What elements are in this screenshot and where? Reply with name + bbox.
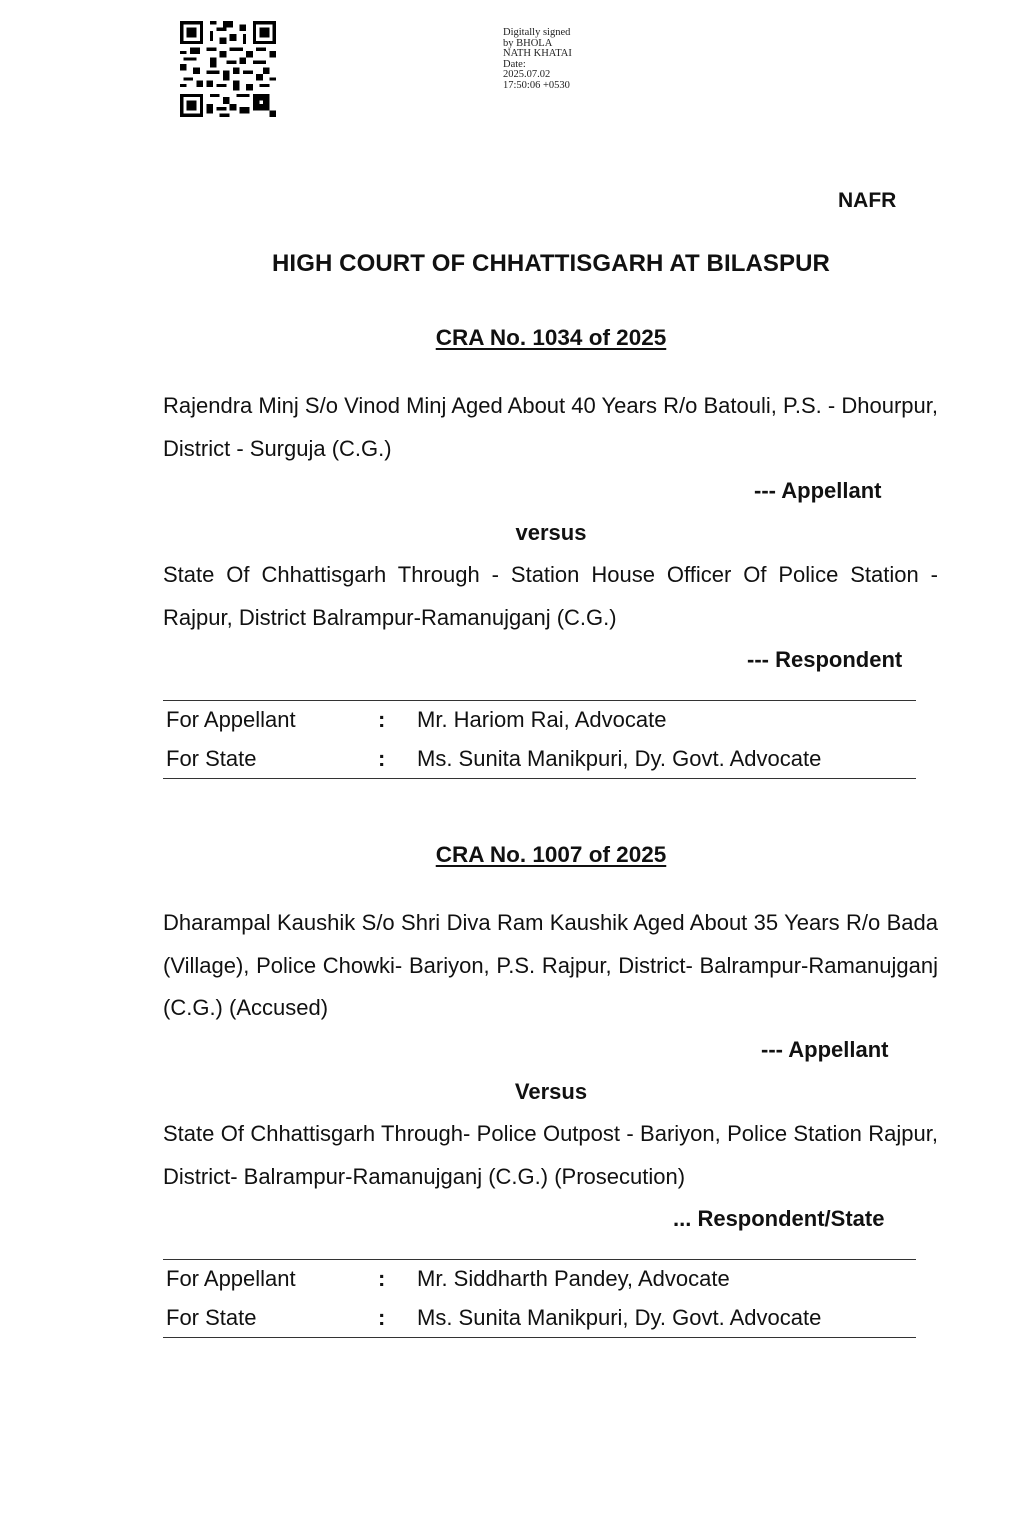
- signature-line: by BHOLA: [503, 37, 553, 49]
- counsel-name: Mr. Hariom Rai, Advocate: [417, 707, 667, 732]
- respondent-role: --- Respondent: [747, 647, 903, 672]
- signature-line: NATH KHATAI: [503, 48, 572, 59]
- counsel-label: For State: [166, 745, 257, 771]
- counsel-separator: :: [378, 1266, 386, 1291]
- counsel-separator: :: [378, 745, 386, 771]
- counsel-row: [163, 1260, 916, 1299]
- qr-code: [180, 21, 276, 117]
- versus-label: versus: [515, 520, 587, 545]
- counsel-row: [163, 740, 916, 779]
- counsel-row: [163, 701, 916, 740]
- appellant-details: Rajendra Minj S/o Vinod Minj Aged About 40 Years R/o Batouli, P.S. - Dhourpur, District - Surguja (C.G.): [163, 393, 938, 461]
- counsel-row: [163, 1299, 916, 1338]
- counsel-label: For Appellant: [166, 1266, 296, 1291]
- signature-line: Digitally signed: [503, 27, 571, 38]
- respondent-role: ... Respondent/State: [673, 1206, 885, 1231]
- versus-label: Versus: [514, 1079, 588, 1104]
- respondent-details: State Of Chhattisgarh Through - Station House Officer Of Police Station - Rajpur, District Balrampur-Ramanujganj (C.G.): [163, 562, 938, 630]
- court-title: HIGH COURT OF CHHATTISGARH AT BILASPUR: [272, 250, 830, 277]
- counsel-name: Ms. Sunita Manikpuri, Dy. Govt. Advocate: [417, 745, 822, 771]
- signature-line: 17:50:06 +0530: [503, 79, 570, 91]
- counsel-separator: :: [378, 1304, 386, 1330]
- signature-line: Date:: [503, 58, 526, 70]
- counsel-name: Ms. Sunita Manikpuri, Dy. Govt. Advocate: [417, 1304, 822, 1330]
- appellant-role: --- Appellant: [754, 478, 882, 503]
- counsel-label: For State: [166, 1304, 257, 1330]
- appellant-details: Dharampal Kaushik S/o Shri Diva Ram Kaushik Aged About 35 Years R/o Bada (Village), Police Chowki- Bariyon, P.S. Rajpur, District- Balrampur-Ramanujganj (C.G.) (Accused): [163, 910, 938, 1020]
- respondent-details: State Of Chhattisgarh Through- Police Outpost - Bariyon, Police Station Rajpur, District- Balrampur-Ramanujganj (C.G.) (Prosecution): [163, 1121, 938, 1189]
- nafr-label: NAFR: [838, 189, 897, 212]
- case-number: CRA No. 1034 of 2025: [435, 325, 667, 350]
- counsel-separator: :: [378, 707, 386, 732]
- appellant-role: --- Appellant: [761, 1037, 889, 1062]
- case-number: CRA No. 1007 of 2025: [435, 842, 667, 867]
- digital-signature: [503, 28, 623, 91]
- counsel-table: [163, 700, 916, 779]
- counsel-label: For Appellant: [166, 707, 296, 732]
- counsel-table: [163, 1259, 916, 1338]
- counsel-name: Mr. Siddharth Pandey, Advocate: [417, 1266, 730, 1291]
- signature-line: 2025.07.02: [503, 69, 551, 80]
